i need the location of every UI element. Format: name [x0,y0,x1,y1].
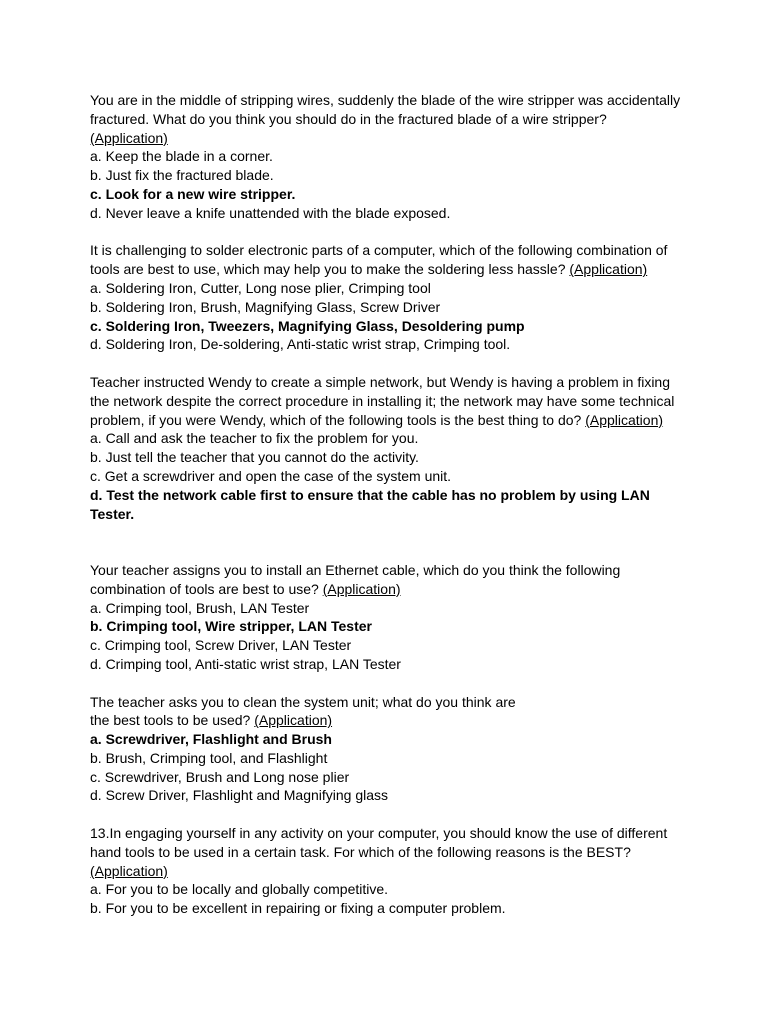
option-c: c. Get a screwdriver and open the case of the system unit. [90,467,452,484]
bloom-level-tag: (Application) [322,580,401,597]
question-stem-line: Teacher instructed Wendy to create a simple network, but Wendy is having a problem in fixing [90,373,670,390]
option-a: a. Soldering Iron, Cutter, Long nose plier, Crimping tool [90,279,431,296]
question-stem-line: The teacher asks you to clean the system unit; what do you think are [90,693,516,710]
option-b: b. For you to be excellent in repairing or fixing a computer problem. [90,900,506,917]
option-b: b. Soldering Iron, Brush, Magnifying Glass, Screw Driver [90,298,441,315]
option-a: a. For you to be locally and globally competitive. [90,881,389,898]
option-a: a. Call and ask the teacher to fix the problem for you. [90,430,419,447]
question-2 [90,241,690,354]
question-3 [90,373,690,523]
option-b: b. Just fix the fractured blade. [90,167,274,184]
option-b: b. Brush, Crimping tool, and Flashlight [90,749,328,766]
option-d: d. Never leave a knife unattended with the blade exposed. [90,204,451,221]
option-c-correct-answer: c. Soldering Iron, Tweezers, Magnifying Glass, Desoldering pump [90,317,525,334]
question-stem-line: hand tools to be used in a certain task. For which of the following reasons is the BEST? [90,843,631,860]
question-1 [90,91,690,223]
option-c: c. Crimping tool, Screw Driver, LAN Tester [90,637,352,654]
option-c-correct-answer: c. Look for a new wire stripper. [90,185,296,202]
option-c: c. Screwdriver, Brush and Long nose plier [90,768,350,785]
document-page [90,91,690,918]
bloom-level-tag: (Application) [569,261,648,278]
bloom-level-tag: (Application) [585,411,664,428]
question-stem-line: You are in the middle of stripping wires, suddenly the blade of the wire stripper was accidentally [90,92,681,108]
option-d-continuation: Tester. [90,505,135,522]
question-4 [90,561,690,674]
option-d: d. Screw Driver, Flashlight and Magnifying glass [90,787,389,804]
question-stem-line: problem, if you were Wendy, which of the following tools is the best thing to do? [90,411,586,428]
question-stem-line: combination of tools are best to use? [90,580,323,597]
option-a: a. Crimping tool, Brush, LAN Tester [90,599,310,616]
question-stem-line: Your teacher assigns you to install an Ethernet cable, which do you think the following [90,561,621,578]
question-stem-line: fractured. What do you think you should do in the fractured blade of a wire stripper? [90,110,607,127]
question-13 [90,824,690,918]
option-b-correct-answer: b. Crimping tool, Wire stripper, LAN Tester [90,618,372,635]
option-a: a. Keep the blade in a corner. [90,148,273,165]
question-5 [90,693,690,806]
bloom-level-tag: (Application) [254,712,333,729]
question-stem-line: 13.In engaging yourself in any activity on your computer, you should know the use of different [90,825,668,842]
option-d: d. Crimping tool, Anti-static wrist strap, LAN Tester [90,655,401,672]
option-b: b. Just tell the teacher that you cannot do the activity. [90,449,419,466]
option-d: d. Soldering Iron, De-soldering, Anti-static wrist strap, Crimping tool. [90,336,511,353]
option-a-correct-answer: a. Screwdriver, Flashlight and Brush [90,731,332,748]
question-stem-line: It is challenging to solder electronic parts of a computer, which of the following combination of [90,242,668,259]
bloom-level-tag: (Application) [90,129,168,146]
option-d-correct-answer: d. Test the network cable first to ensure that the cable has no problem by using LAN [90,486,650,503]
question-stem-line: the best tools to be used? [90,712,255,729]
bloom-level-tag: (Application) [90,862,168,879]
question-stem-line: tools are best to use, which may help you to make the soldering less hassle? [90,261,570,278]
question-stem-line: the network despite the correct procedure in installing it; the network may have some technical [90,392,675,409]
